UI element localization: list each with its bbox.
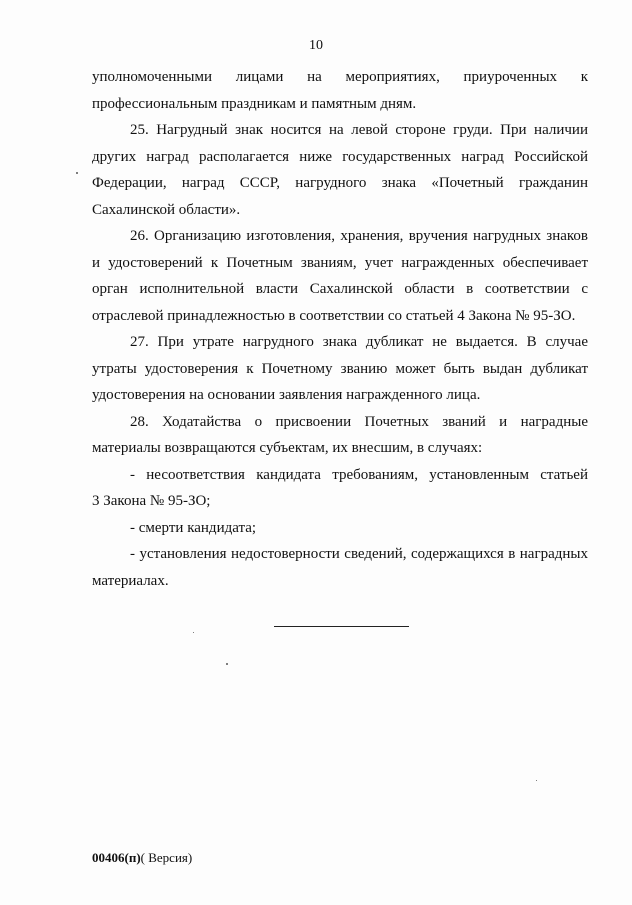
paragraph-continuation-line2: профессиональным праздникам и памятным дням. [92,95,417,112]
paragraph-25: 25. Нагрудный знак носится на левой стороне груди. При наличии других наград располагается ниже государственных наград Российской Федерации, наград СССР, нагрудного знака «Почетный гражданин Сахалинской области». [92,122,588,218]
paragraph-27: 27. При утрате нагрудного знака дубликат не выдается. В случае утраты удостоверения к Почетному званию может быть выдан дубликат удостоверения на основании заявления награжденного лица. [92,334,588,403]
scan-speck [76,172,78,174]
footer-document-code: 00406(п) [92,850,141,865]
document-body [92,64,588,594]
scan-speck [536,780,537,781]
paragraph-continuation-line1: уполномоченными лицами на мероприятиях, приуроченных к [92,69,588,85]
paragraph-28: 28. Ходатайства о присвоении Почетных званий и наградные материалы возвращаются субъектам, их внесшим, в случаях: [92,413,588,456]
separator-line [274,626,409,627]
list-item-nonconformity-line2: 3 Закона № 95-ЗО; [92,493,211,509]
document-footer-code [92,850,192,866]
scan-speck [226,663,228,665]
list-item-unreliable-info: - установления недостоверности сведений, содержащихся в наградных материалах. [92,546,588,589]
list-item-death: - смерти кандидата; [130,519,257,536]
paragraph-26: 26. Организацию изготовления, хранения, вручения нагрудных знаков и удостоверений к Почетным званиям, учет награжденных обеспечивает орган исполнительной власти Сахалинской области в соответствии с отраслевой принадлежностью в соответствии со статьей 4 Закона № 95-ЗО. [92,228,588,324]
footer-version-label: ( Версия) [140,850,193,865]
list-item-nonconformity-line1: - несоответствия кандидата требованиям, установленным статьей [130,466,588,483]
scan-speck [193,632,194,633]
page-number: 10 [309,38,323,53]
